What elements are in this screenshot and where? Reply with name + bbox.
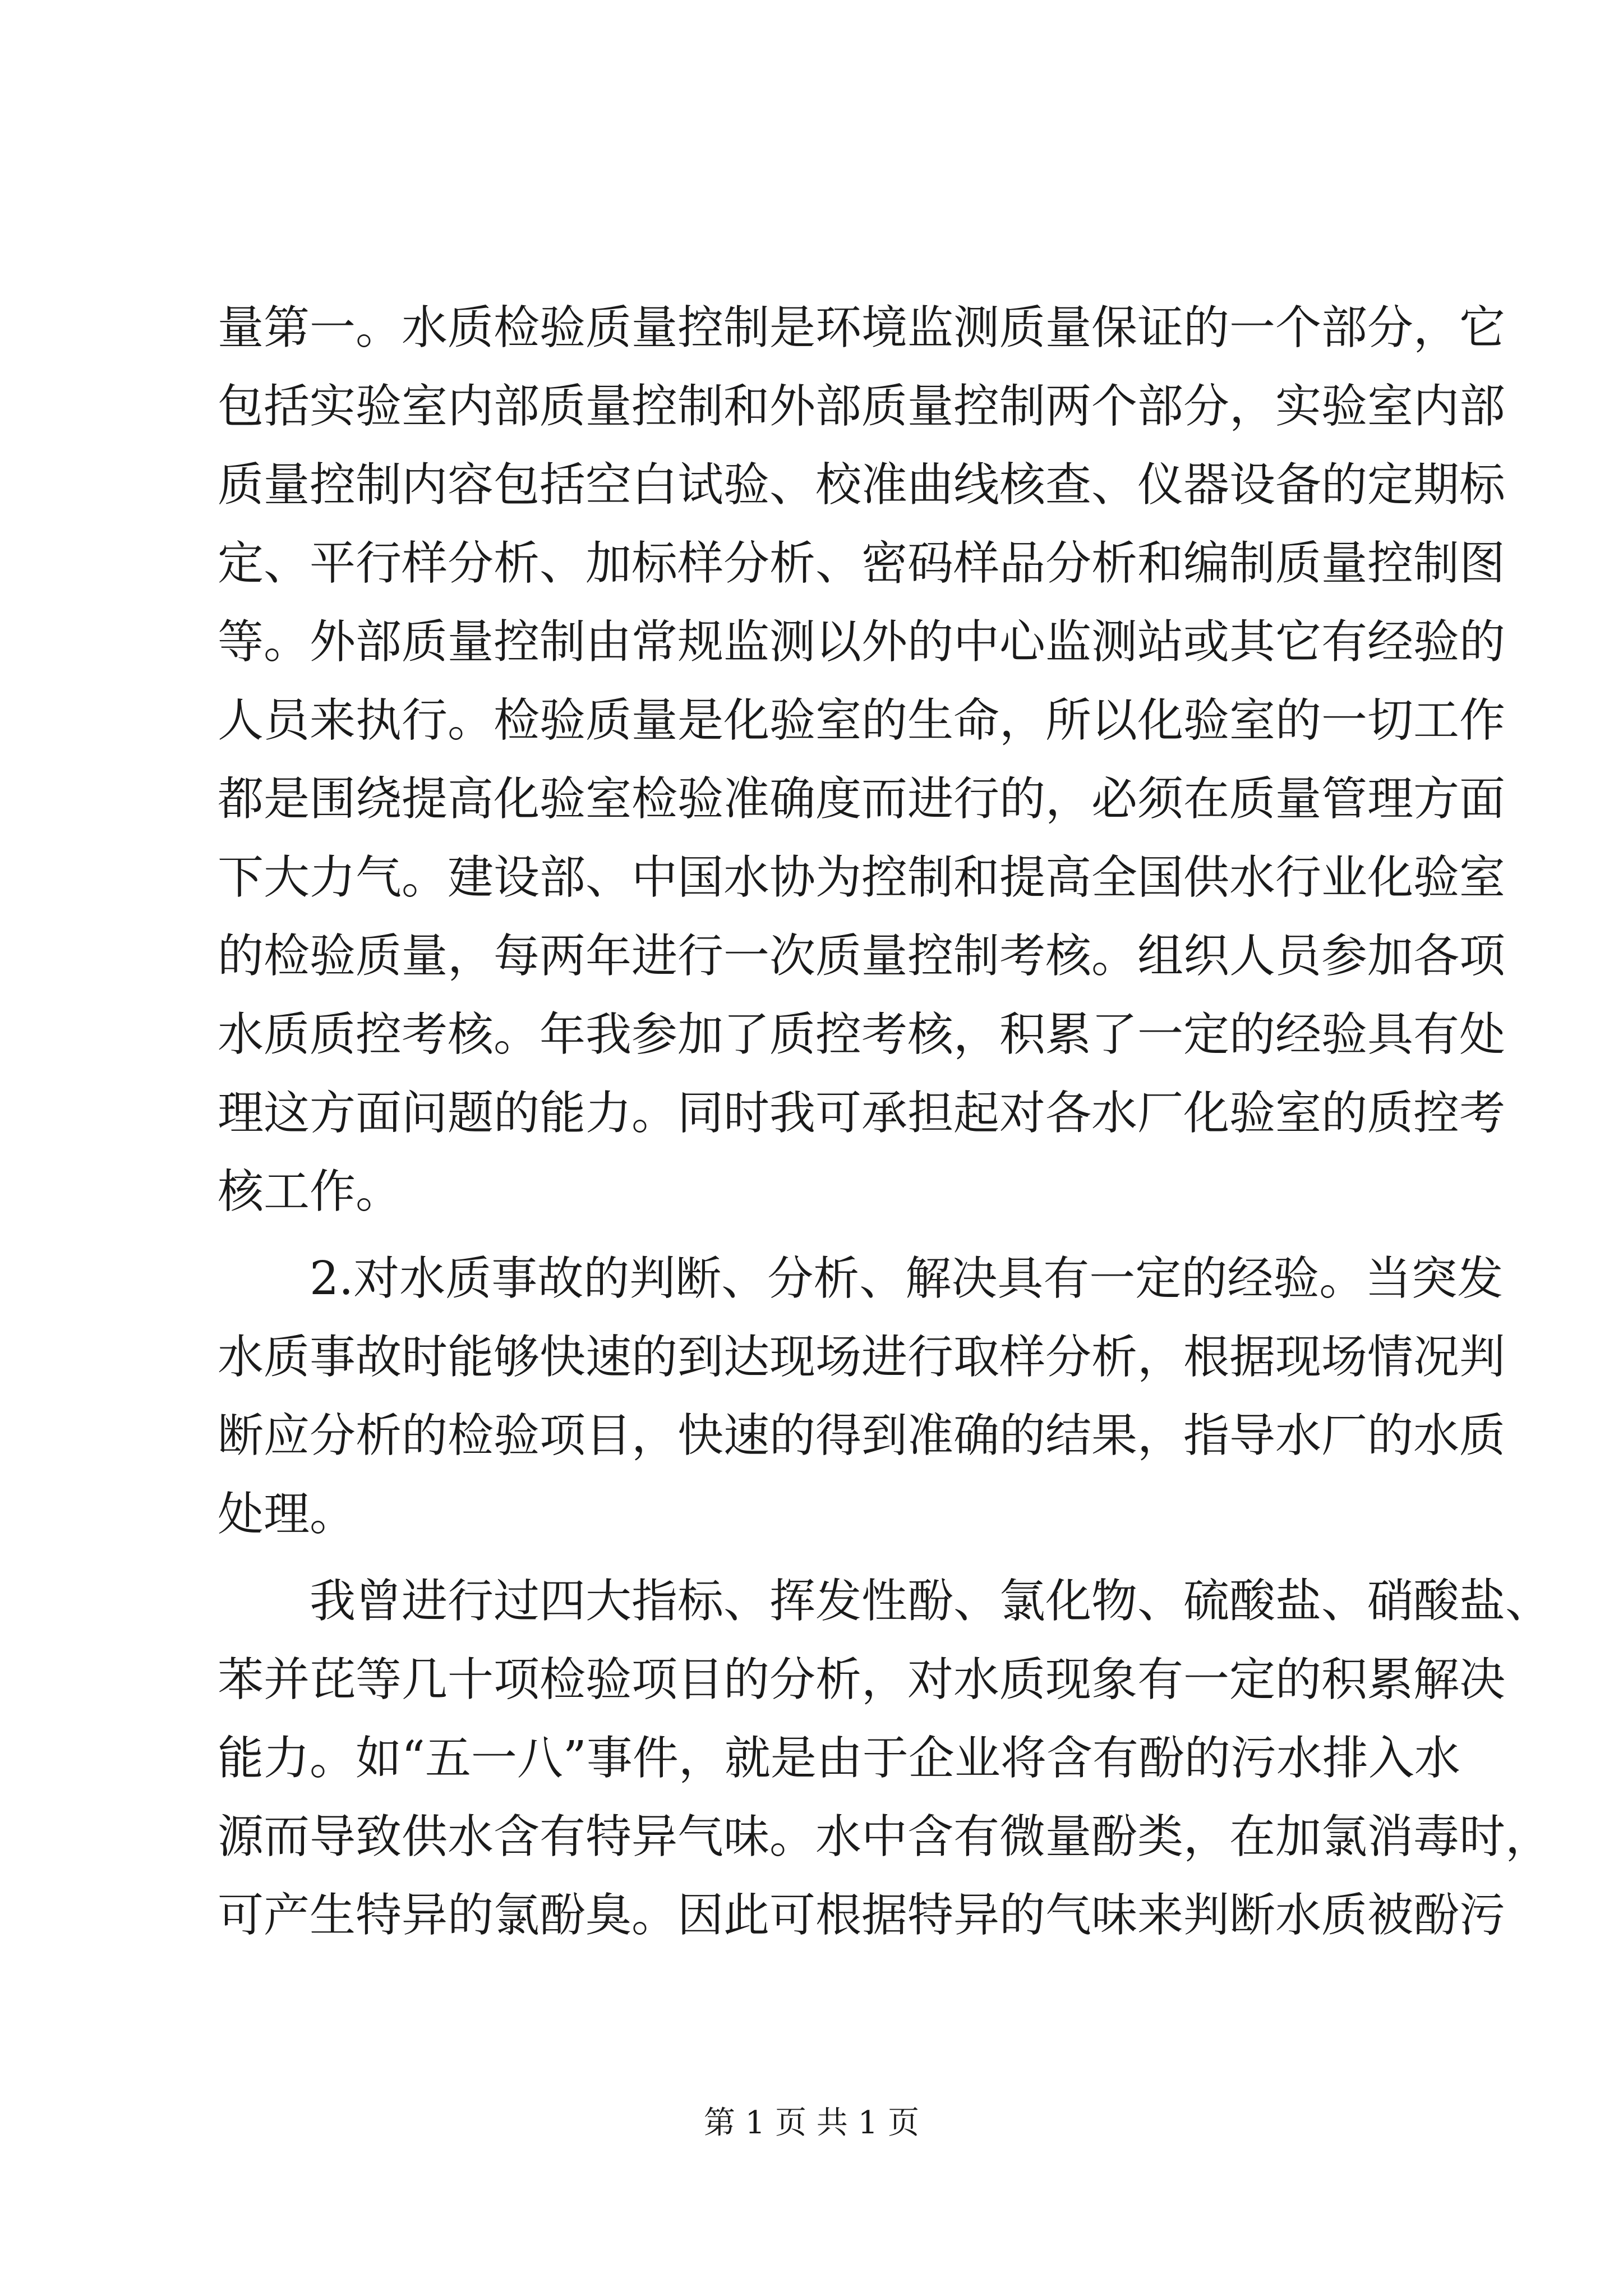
text-line-7: 都是围绕提高化验室检验准确度而进行的，必须在质量管理方面	[218, 772, 1506, 826]
text-line-19: 能力。如“五一八”事件，就是由于企业将含有酚的污水排入水	[218, 1732, 1460, 1785]
text-line-1: 量第一。水质检验质量控制是环境监测质量保证的一个部分，它	[218, 301, 1506, 355]
text-line-21: 可产生特异的氯酚臭。因此可根据特异的气味来判断水质被酚污	[218, 1889, 1506, 1942]
text-line-12: 核工作。	[218, 1165, 402, 1218]
text-line-14: 水质事故时能够快速的到达现场进行取样分析，根据现场情况判	[218, 1331, 1506, 1384]
text-line-10: 水质质控考核。年我参加了质控考核，积累了一定的经验具有处	[218, 1008, 1506, 1061]
text-line-15: 断应分析的检验项目，快速的得到准确的结果，指导水厂的水质	[218, 1409, 1506, 1462]
text-line-8: 下大力气。建设部、中国水协为控制和提高全国供水行业化验室	[218, 851, 1506, 904]
text-line-2: 包括实验室内部质量控制和外部质量控制两个部分，实验室内部	[218, 380, 1506, 433]
text-line-17: 我曾进行过四大指标、挥发性酚、氯化物、硫酸盐、硝酸盐、	[310, 1575, 1552, 1628]
text-line-18: 苯并芘等几十项检验项目的分析，对水质现象有一定的积累解决	[218, 1653, 1506, 1706]
text-line-9: 的检验质量，每两年进行一次质量控制考核。组织人员参加各项	[218, 930, 1506, 983]
text-line-13: 2.对水质事故的判断、分析、解决具有一定的经验。当突发	[310, 1252, 1504, 1305]
text-line-3: 质量控制内容包括空白试验、校准曲线核查、仪器设备的定期标	[218, 458, 1506, 512]
page-number-footer: 第 1 页 共 1 页	[703, 2105, 920, 2141]
text-line-11: 理这方面问题的能力。同时我可承担起对各水厂化验室的质控考	[218, 1087, 1506, 1140]
text-line-6: 人员来执行。检验质量是化验室的生命，所以化验室的一切工作	[218, 694, 1506, 747]
text-line-5: 等。外部质量控制由常规监测以外的中心监测站或其它有经验的	[218, 615, 1506, 669]
text-line-4: 定、平行样分析、加标样分析、密码样品分析和编制质量控制图	[218, 537, 1506, 590]
text-line-20: 源而导致供水含有特异气味。水中含有微量酚类，在加氯消毒时，	[218, 1810, 1552, 1864]
text-line-16: 处理。	[218, 1488, 356, 1541]
